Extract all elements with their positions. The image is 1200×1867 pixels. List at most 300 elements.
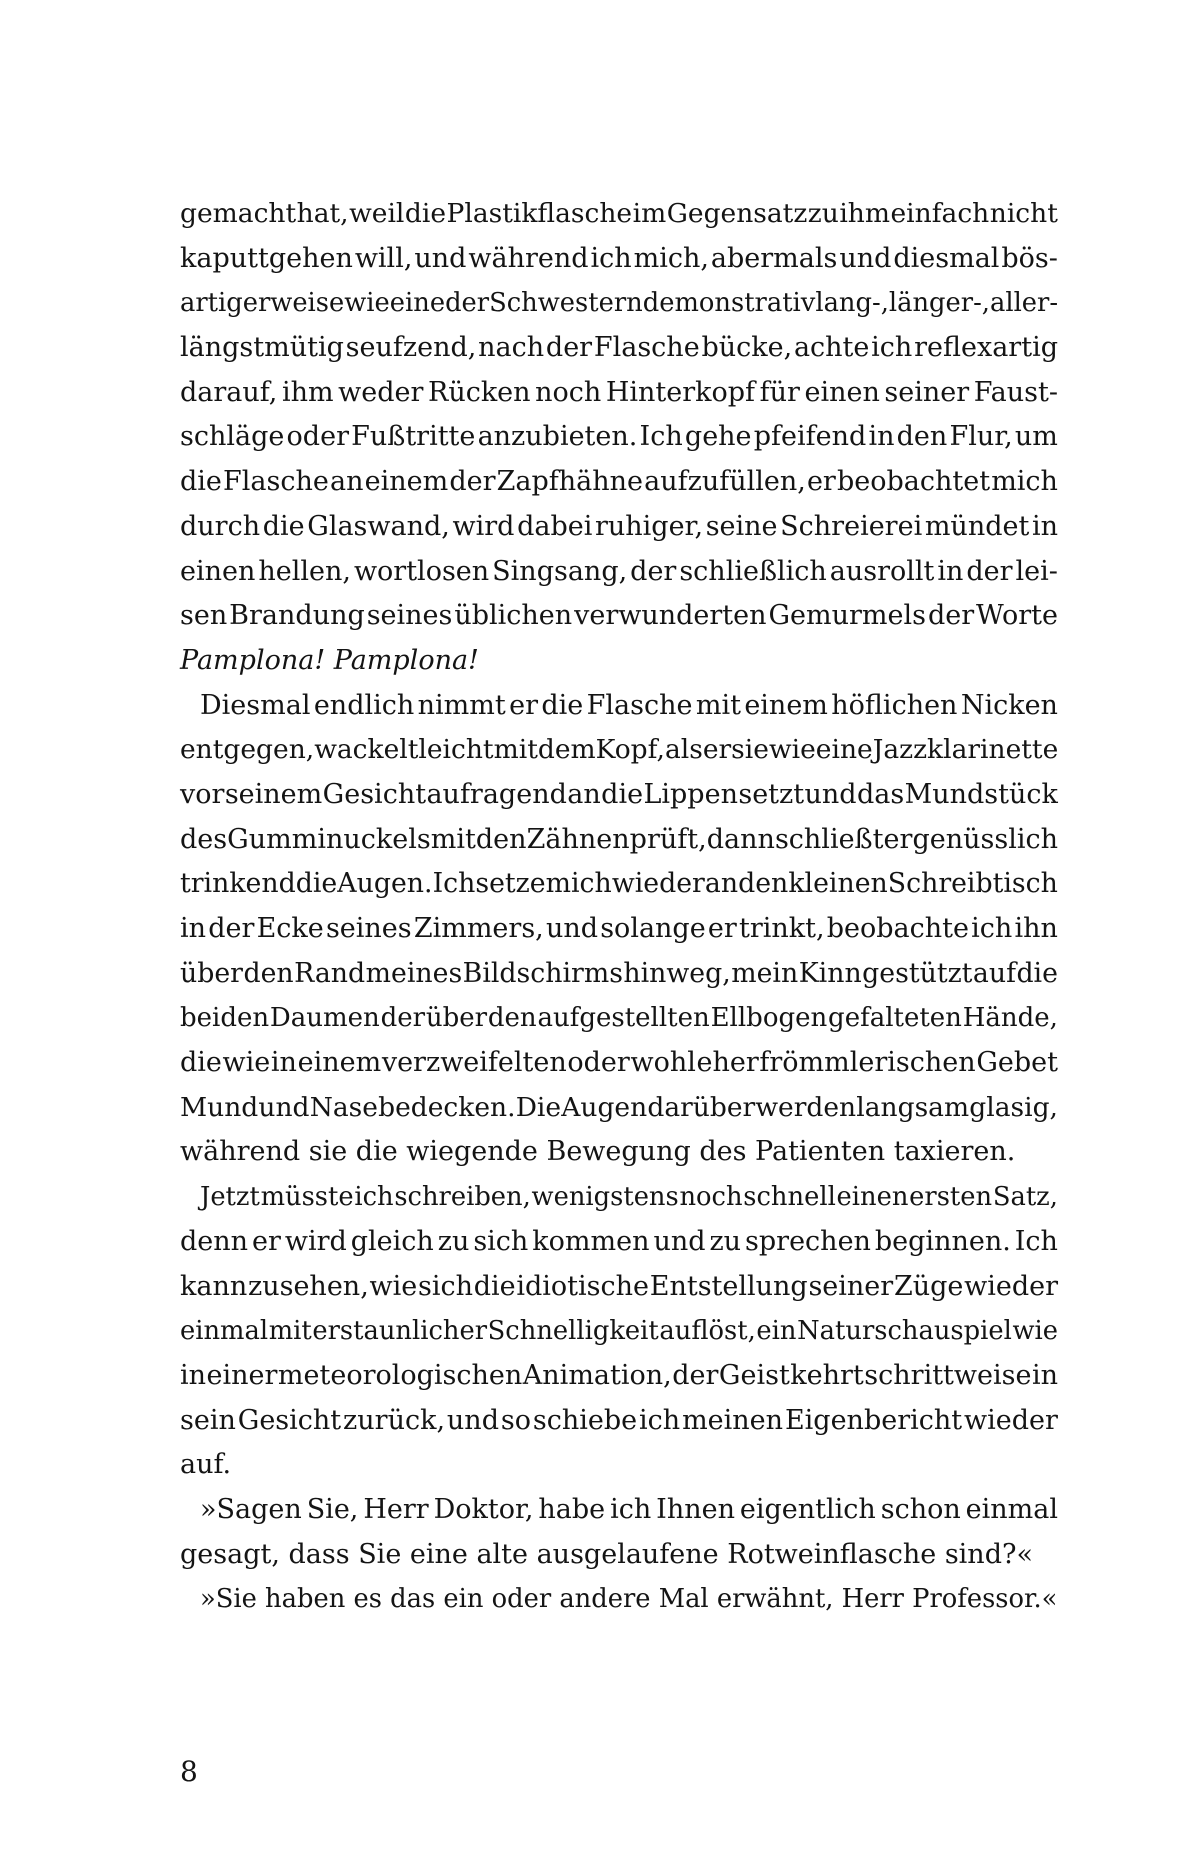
- word: wie: [1012, 1316, 1058, 1347]
- word: wird: [284, 1225, 347, 1257]
- word: kaputtgehen: [180, 242, 353, 274]
- word: als: [664, 734, 703, 766]
- word: dabei: [517, 510, 593, 542]
- word: längstmütig: [180, 332, 344, 364]
- word: zu: [709, 1225, 742, 1257]
- word: bücke,: [701, 332, 793, 364]
- word: endlich: [313, 689, 415, 721]
- word: über: [180, 957, 243, 989]
- word: in: [937, 555, 964, 587]
- word: Ich: [1014, 1225, 1058, 1257]
- text-line: [180, 818, 1058, 863]
- word: und: [839, 242, 892, 274]
- word: Flasche: [223, 466, 329, 498]
- word: wird: [452, 510, 515, 542]
- word: zu: [437, 1225, 470, 1257]
- word: abermals: [710, 242, 838, 274]
- word: seines: [366, 600, 453, 632]
- word: weil: [349, 198, 405, 229]
- word: die: [262, 510, 305, 542]
- word: er: [806, 466, 836, 498]
- word: einem: [744, 689, 828, 721]
- word: lei-: [1015, 555, 1058, 587]
- word: ein: [756, 1316, 797, 1347]
- word: schiebe: [532, 1404, 638, 1436]
- word: trinkt,: [738, 913, 825, 944]
- word: gehe: [684, 421, 752, 453]
- text-line: [180, 1309, 1058, 1354]
- word: Gebet: [976, 1047, 1058, 1079]
- word: glasig,: [969, 1091, 1058, 1123]
- word: mich: [991, 466, 1058, 498]
- word: ihm: [281, 376, 334, 408]
- word: und: [653, 1225, 706, 1257]
- word: denn: [180, 1225, 249, 1257]
- word: beginnen.: [874, 1225, 1011, 1257]
- text-line: [180, 1399, 1058, 1444]
- word: sein: [180, 1404, 236, 1436]
- word: nicht: [989, 198, 1058, 229]
- word: gestützt: [862, 957, 973, 989]
- word: der: [380, 1003, 426, 1034]
- text-line: [180, 505, 1058, 550]
- word: während: [468, 242, 589, 274]
- word: hinweg,: [623, 957, 731, 989]
- text-line: [180, 192, 1058, 237]
- word: dann: [706, 823, 775, 855]
- word: Gesicht: [237, 1404, 342, 1436]
- word: schließlich: [679, 555, 827, 587]
- word: eigentlich: [739, 1493, 876, 1525]
- word: seinem: [224, 778, 323, 810]
- word: wackelt: [314, 734, 419, 766]
- word: sich: [417, 1270, 473, 1302]
- word: Gumminuckels: [227, 823, 431, 855]
- word: bös-: [1001, 242, 1058, 274]
- word: der: [449, 466, 496, 498]
- word: meines: [365, 957, 463, 989]
- word: höflichen: [831, 689, 958, 721]
- word: die: [404, 198, 447, 229]
- word: nimmt: [417, 689, 506, 721]
- word: Worte: [976, 600, 1058, 632]
- word: hat,: [296, 198, 349, 229]
- word: ausrollt: [829, 555, 935, 587]
- word: den: [487, 1003, 537, 1034]
- word: wenigstens: [531, 1182, 679, 1213]
- word: der: [630, 555, 677, 587]
- word: der: [966, 555, 1013, 587]
- word: mit: [430, 823, 476, 855]
- text-line: [180, 996, 1058, 1041]
- text-line: [180, 326, 1058, 371]
- word: Hinterkopf: [605, 376, 756, 408]
- word: Geist: [718, 1359, 790, 1391]
- word: auflöst,: [659, 1316, 756, 1347]
- word: zu: [807, 198, 839, 229]
- word: Naturschauspiel: [797, 1316, 1012, 1347]
- word: in: [180, 1359, 207, 1391]
- word: den: [243, 957, 294, 989]
- word: und: [414, 242, 467, 274]
- word: Augen.: [337, 868, 433, 900]
- word: die: [601, 778, 644, 810]
- text-line: [180, 237, 1058, 282]
- italic-text-line: Pamplona! Pamplona!: [180, 644, 479, 676]
- word: setzt: [738, 778, 805, 810]
- word: darüber: [647, 1091, 756, 1123]
- word: einer: [206, 1359, 278, 1391]
- word: pfeifend: [753, 421, 867, 453]
- word: Ecke: [256, 913, 324, 944]
- word: den: [896, 421, 948, 453]
- text-line: [180, 594, 1058, 639]
- word: so: [500, 1404, 531, 1436]
- word: Flur,: [949, 421, 1013, 453]
- word: Satz,: [992, 1182, 1058, 1213]
- word: aufzufüllen,: [644, 466, 806, 498]
- paragraph-last-line: während sie die wiegende Bewegung des Patienten taxieren.: [180, 1136, 1016, 1168]
- text-line: [180, 1220, 1058, 1265]
- word: schreiben,: [394, 1182, 531, 1213]
- word: der: [545, 332, 593, 364]
- text-line: [180, 773, 1058, 818]
- word: und: [446, 1404, 499, 1436]
- word: Augen: [561, 1091, 648, 1123]
- text-line: [180, 550, 1058, 595]
- word: die: [180, 1047, 222, 1079]
- word: Animation,: [522, 1359, 672, 1391]
- word: üblichen: [454, 600, 573, 632]
- word: solange: [600, 913, 706, 944]
- text-line: [180, 1354, 1058, 1399]
- word: wie: [369, 1270, 418, 1302]
- word: frömmlerischen: [759, 1047, 976, 1079]
- word: einfach: [890, 198, 990, 229]
- word: beobachte: [826, 913, 969, 944]
- word: seufzend,: [345, 332, 477, 364]
- word: aller-: [989, 288, 1059, 319]
- dialogue-first-line: [180, 1488, 1058, 1533]
- word: oder: [567, 1047, 630, 1079]
- word: Faust-: [973, 376, 1058, 408]
- text-line: [180, 907, 1058, 952]
- word: durch: [180, 510, 261, 542]
- text-line: [180, 1265, 1058, 1310]
- word: zusehen,: [247, 1270, 369, 1302]
- word: in: [1031, 1359, 1058, 1391]
- word: der: [927, 600, 975, 632]
- word: ihn: [1014, 913, 1058, 944]
- word: kleinen: [788, 868, 888, 900]
- word: Sie,: [306, 1493, 359, 1525]
- word: Flasche: [593, 332, 700, 364]
- word: wieder: [964, 1270, 1058, 1302]
- word: ihm: [839, 198, 890, 229]
- word: um: [1014, 421, 1058, 453]
- word: der: [445, 288, 490, 319]
- word: langsam: [856, 1091, 970, 1123]
- word: für: [759, 376, 800, 408]
- text-line: [180, 1041, 1058, 1086]
- word: mich,: [633, 242, 709, 274]
- word: Jetzt: [200, 1182, 260, 1213]
- word: Lippen: [643, 778, 738, 810]
- word: aufragend: [426, 778, 567, 810]
- word: werden: [755, 1091, 857, 1123]
- word: genüsslich: [912, 823, 1058, 855]
- word: ruhiger,: [594, 510, 704, 542]
- word: und: [258, 1091, 310, 1123]
- word: einen: [836, 1182, 909, 1213]
- word: schläge: [180, 421, 285, 453]
- word: die: [180, 466, 222, 498]
- word: müsste: [260, 1182, 354, 1213]
- word: Diesmal: [200, 689, 311, 721]
- word: mich: [545, 868, 612, 900]
- word: kehrt: [790, 1359, 864, 1391]
- word: mündet: [924, 510, 1030, 542]
- word: schrittweise: [864, 1359, 1032, 1391]
- word: verzweifelten: [381, 1047, 567, 1079]
- word: Die: [515, 1091, 562, 1123]
- word: Singsang,: [492, 555, 628, 587]
- word: wieder: [611, 868, 705, 900]
- word: Nase: [309, 1091, 378, 1123]
- word: Plastikflasche: [446, 198, 633, 229]
- word: er: [509, 689, 538, 721]
- page-number: 8: [180, 1755, 198, 1788]
- word: anzubieten.: [477, 421, 638, 453]
- word: er: [883, 823, 913, 855]
- word: wie: [768, 734, 816, 766]
- word: Kinn: [798, 957, 862, 989]
- text-line: [180, 415, 1058, 460]
- word: auf: [972, 957, 1016, 989]
- word: wie: [222, 1047, 271, 1079]
- word: noch: [679, 1182, 743, 1213]
- word: Bildschirms: [462, 957, 623, 989]
- word: Nicken: [960, 689, 1058, 721]
- dialogue-line: »Sie haben es das ein oder andere Mal erwähnt, Herr Professor.«: [200, 1584, 1058, 1615]
- word: gemacht: [180, 198, 297, 229]
- word: Ellbogen: [710, 1003, 828, 1034]
- word: gleich: [350, 1225, 434, 1257]
- word: ich: [610, 1493, 652, 1525]
- word: setze: [475, 868, 546, 900]
- word: Brandung: [229, 600, 365, 632]
- word: Flasche: [586, 689, 693, 721]
- word: ich: [590, 242, 632, 274]
- word: oder: [286, 421, 349, 453]
- word: den: [475, 823, 527, 855]
- word: diesmal: [893, 242, 1000, 274]
- word: seines: [325, 913, 412, 944]
- word: zurück,: [343, 1404, 446, 1436]
- word: will,: [354, 242, 413, 274]
- word: die: [473, 1270, 516, 1302]
- word: schließt: [774, 823, 884, 855]
- word: meinen: [682, 1404, 784, 1436]
- word: wieder: [964, 1404, 1058, 1436]
- word: in: [180, 913, 207, 944]
- word: Ich: [432, 868, 476, 900]
- word: leicht: [418, 734, 494, 766]
- word: Zapfhähne: [496, 466, 643, 498]
- word: ersten: [909, 1182, 993, 1213]
- word: er: [707, 913, 737, 944]
- text-line: [180, 460, 1058, 505]
- word: Glaswand,: [307, 510, 450, 542]
- word: Kopf,: [595, 734, 665, 766]
- word: in: [1031, 510, 1058, 542]
- word: lang-,: [815, 288, 889, 319]
- word: ich: [354, 1182, 394, 1213]
- word: Fußtritte: [351, 421, 476, 453]
- word: Rücken: [427, 376, 531, 408]
- word: seiner: [884, 376, 970, 408]
- word: Mund: [180, 1091, 259, 1123]
- word: in: [270, 1047, 297, 1079]
- word: Doktor,: [433, 1493, 534, 1525]
- word: die: [295, 868, 338, 900]
- word: des: [180, 823, 228, 855]
- word: ich: [639, 1404, 681, 1436]
- word: entgegen,: [180, 734, 315, 766]
- word: seine: [705, 510, 778, 542]
- word: ich: [971, 913, 1013, 944]
- word: an: [329, 466, 364, 498]
- dialogue-last-line: gesagt, dass Sie eine alte ausgelaufene Rotweinflasche sind?«: [180, 1538, 1033, 1570]
- word: der: [208, 913, 255, 944]
- word: den: [738, 868, 789, 900]
- paragraph-first-line: [180, 1175, 1058, 1220]
- word: prüft,: [629, 823, 707, 855]
- word: Eigenbericht: [784, 1404, 963, 1436]
- word: er: [702, 734, 732, 766]
- word: achte: [793, 332, 870, 364]
- word: sie: [731, 734, 769, 766]
- word: Rand: [294, 957, 366, 989]
- word: idiotische: [516, 1270, 650, 1302]
- word: der: [672, 1359, 719, 1391]
- word: einen: [804, 376, 880, 408]
- word: verwunderten: [574, 600, 767, 632]
- word: Zähnen: [526, 823, 630, 855]
- word: reflexartig: [914, 332, 1058, 364]
- word: mein: [731, 957, 799, 989]
- word: mit: [493, 734, 538, 766]
- word: artigerweise: [180, 288, 345, 319]
- word: kann: [180, 1270, 248, 1302]
- word: ich: [871, 332, 913, 364]
- word: einem: [297, 1047, 382, 1079]
- word: schnell: [743, 1182, 836, 1213]
- word: erstaunlicher: [312, 1316, 488, 1347]
- word: nach: [478, 332, 545, 364]
- word: Schnelligkeit: [487, 1316, 659, 1347]
- word: im: [632, 198, 667, 229]
- word: noch: [535, 376, 602, 408]
- word: Mundstück: [904, 778, 1058, 810]
- word: das: [856, 778, 905, 810]
- word: sen: [180, 600, 228, 632]
- word: demonstrativ: [642, 288, 816, 319]
- word: wie: [344, 288, 390, 319]
- word: Gesicht: [322, 778, 427, 810]
- word: eher: [696, 1047, 759, 1079]
- word: und: [545, 913, 599, 944]
- word: an: [567, 778, 601, 810]
- text-line: [180, 371, 1058, 416]
- word: er: [252, 1225, 281, 1257]
- word: hellen,: [258, 555, 351, 587]
- word: Herr: [363, 1493, 429, 1525]
- word: an: [704, 868, 739, 900]
- word: über: [425, 1003, 488, 1034]
- body-text: [180, 192, 1058, 1622]
- word: meteorologischen: [277, 1359, 523, 1391]
- text-line: [180, 862, 1058, 907]
- word: darauf,: [180, 376, 278, 408]
- text-line: [180, 281, 1058, 326]
- word: Gegensatz: [666, 198, 808, 229]
- word: vor: [180, 778, 225, 810]
- word: schon: [880, 1493, 961, 1525]
- word: Ihnen: [656, 1493, 735, 1525]
- text-line: [180, 728, 1058, 773]
- word: wortlosen: [353, 555, 490, 587]
- word: »Sagen: [200, 1493, 302, 1525]
- text-line: [180, 952, 1058, 997]
- word: Gemurmels: [768, 600, 926, 632]
- word: dem: [537, 734, 596, 766]
- word: Zimmers,: [413, 913, 544, 944]
- word: beiden: [180, 1003, 270, 1034]
- word: Entstellung: [649, 1270, 808, 1302]
- word: eine: [815, 734, 873, 766]
- word: gefalteten: [828, 1003, 962, 1034]
- word: beobachtet: [836, 466, 991, 498]
- word: einem: [364, 466, 449, 498]
- word: bedecken.: [378, 1091, 516, 1123]
- word: habe: [538, 1493, 606, 1525]
- word: sprechen: [745, 1225, 871, 1257]
- word: Jazzklarinette: [872, 734, 1059, 766]
- word: Schreibtisch: [887, 868, 1058, 900]
- word: einmal: [965, 1493, 1058, 1525]
- word: wohl: [630, 1047, 696, 1079]
- word: weder: [338, 376, 424, 408]
- word: seiner: [808, 1270, 894, 1302]
- word: Schreierei: [780, 510, 923, 542]
- text-line: [180, 1086, 1058, 1131]
- paragraph-first-line: [180, 684, 1058, 729]
- word: eine: [389, 288, 446, 319]
- word: Hände,: [962, 1003, 1058, 1034]
- word: aufgestellten: [537, 1003, 710, 1034]
- word: mit: [268, 1316, 312, 1347]
- word: länger-,: [888, 288, 990, 319]
- word: Züge: [893, 1270, 964, 1302]
- word: die: [1016, 957, 1058, 989]
- word: Ich: [639, 421, 683, 453]
- word: kommen: [532, 1225, 650, 1257]
- word: und: [804, 778, 857, 810]
- word: trinkend: [180, 868, 296, 900]
- word: die: [541, 689, 584, 721]
- word: einen: [180, 555, 256, 587]
